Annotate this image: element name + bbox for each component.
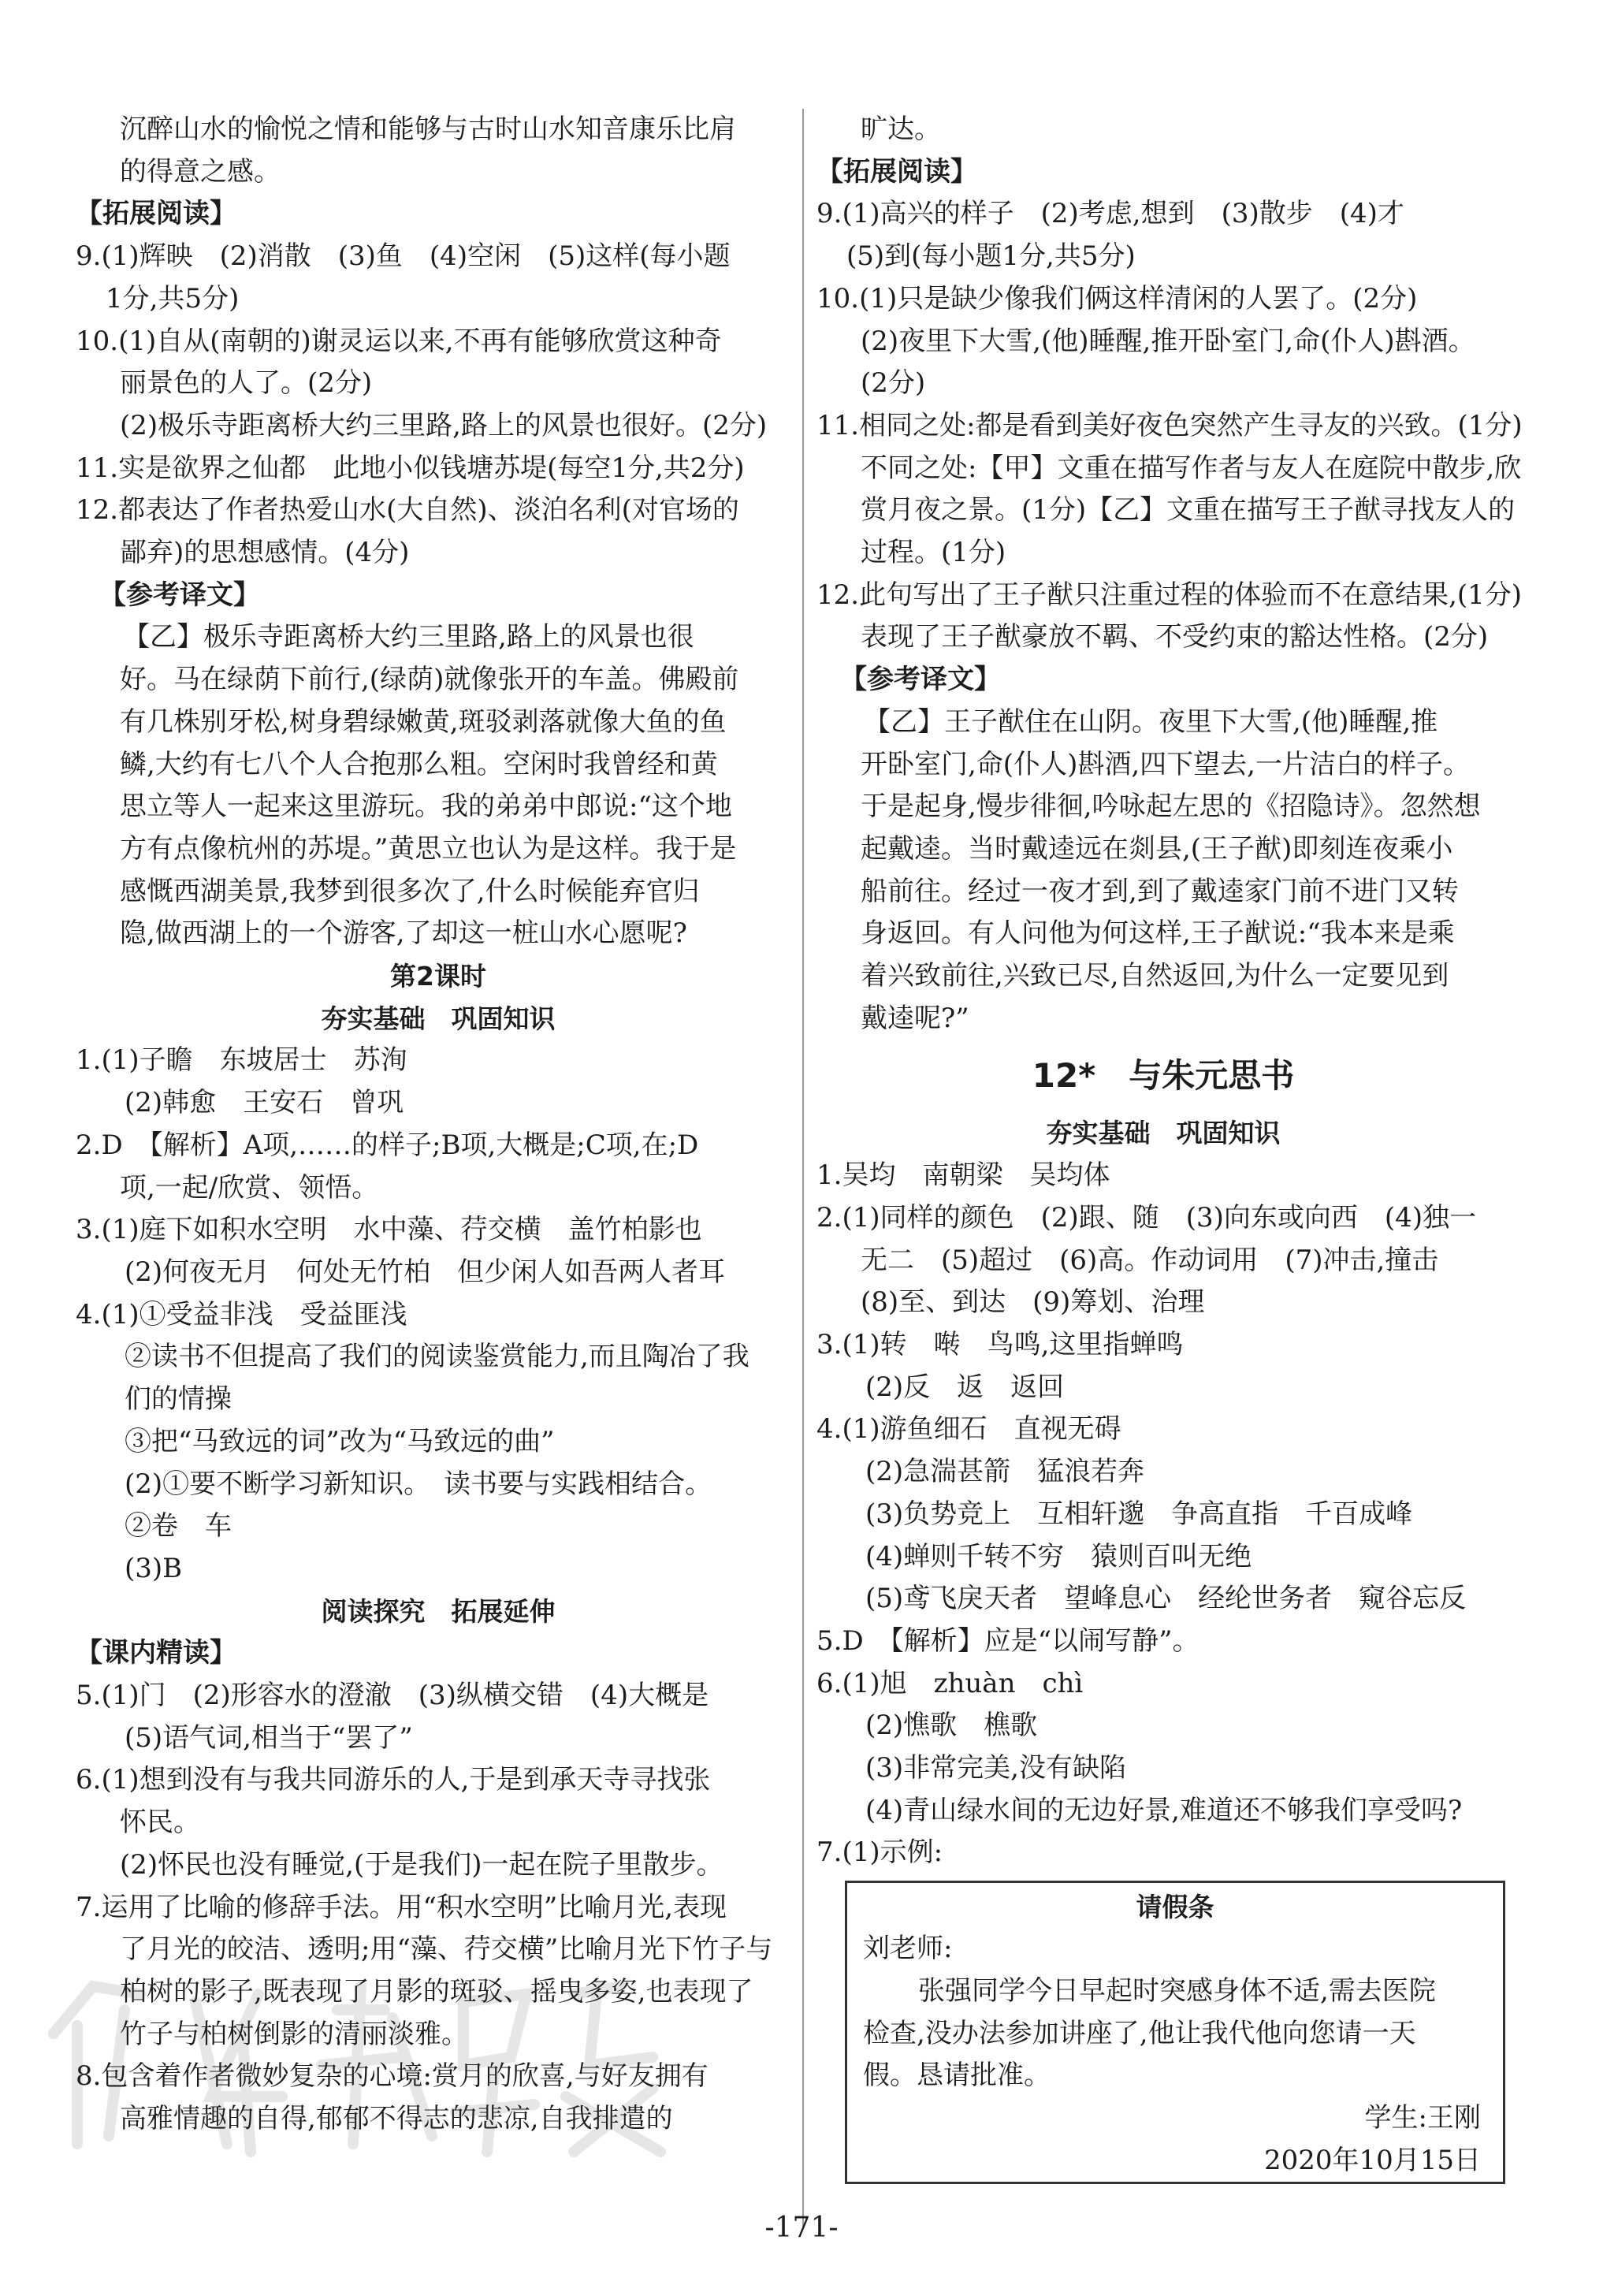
answer-line: 高雅情趣的自得,郁郁不得志的悲凉,自我排遣的 (120, 2103, 673, 2135)
answer-line: (2)韩愈 王安石 曾巩 (125, 1087, 404, 1119)
answer-line: 1分,共5分) (106, 282, 240, 314)
answer-line: (2)怀民也没有睡觉,(于是我们)一起在院子里散步。 (120, 1848, 723, 1881)
answer-line: 的得意之感。 (120, 155, 281, 188)
section-heading: 第2课时 (390, 961, 486, 992)
answer-line: 方有点像杭州的苏堤。”黄思立也认为是这样。我于是 (120, 832, 737, 865)
answer-line: 2.D 【解析】A项,……的样子;B项,大概是;C项,在;D (76, 1129, 699, 1161)
answer-line: 过程。(1分) (861, 537, 1006, 569)
answer-line: 【乙】王子猷住在山阴。夜里下大雪,(他)睡醒,推 (864, 705, 1438, 738)
answer-line: 9.(1)辉映 (2)消散 (3)鱼 (4)空闲 (5)这样(每小题 (76, 240, 731, 273)
answer-line: ③把“马致远的词”改为“马致远的曲” (125, 1425, 555, 1457)
answer-line: 【乙】极乐寺距离桥大约三里路,路上的风景也很 (123, 621, 694, 653)
subsection-heading: 【拓展阅读】 (76, 198, 236, 230)
right-column (816, 109, 1523, 2184)
answer-line: 8.包含着作者微妙复杂的心境:赏月的欣喜,与好友拥有 (76, 2060, 709, 2093)
answer-line: (2)憔歌 樵歌 (865, 1710, 1038, 1742)
subsection-heading: 【参考译文】 (840, 664, 1001, 696)
answer-line: (2)极乐寺距离桥大约三里路,路上的风景也很好。(2分) (120, 409, 768, 441)
answer-line: (2)夜里下大雪,(他)睡醒,推开卧室门,命(仆人)斟酒。 (861, 325, 1475, 357)
answer-line: 鳞,大约有七八个人合抱那么粗。空闲时我曾经和黄 (120, 748, 718, 780)
section-heading: 阅读探究 拓展延伸 (321, 1595, 556, 1627)
answer-line: 鄙弃)的思想感情。(4分) (120, 537, 410, 569)
answer-line: 感慨西湖美景,我梦到很多次了,什么时候能弃官归 (120, 875, 700, 907)
answer-line: (2)急湍甚箭 猛浪若奔 (865, 1456, 1145, 1488)
answer-line: 丽景色的人了。(2分) (120, 367, 373, 400)
leave-note-body-line: 张强同学今日早起时突感身体不适,需去医院 (918, 1974, 1436, 2007)
answer-line: (5)到(每小题1分,共5分) (846, 240, 1136, 273)
answer-line: 好。马在绿荫下前行,(绿荫)就像张开的车盖。佛殿前 (120, 664, 739, 696)
answer-line: 4.(1)游鱼细石 直视无碍 (816, 1413, 1121, 1446)
answer-line: (4)青山绿水间的无边好景,难道还不够我们享受吗? (865, 1794, 1463, 1826)
right-column-lines (816, 109, 1523, 1874)
answer-line: 船前往。经过一夜才到,到了戴逵家门前不进门又转 (861, 875, 1459, 907)
answer-line: 不同之处:【甲】文重在描写作者与友人在庭院中散步,欣 (861, 452, 1522, 484)
answer-line: (8)至、到达 (9)筹划、治理 (861, 1286, 1205, 1319)
answer-line: (2)何夜无月 何处无竹柏 但少闲人如吾两人者耳 (125, 1256, 726, 1288)
answer-line: ②读书不但提高了我们的阅读鉴赏能力,而且陶冶了我 (125, 1341, 749, 1373)
answer-line: 沉醉山水的愉悦之情和能够与古时山水知音康乐比肩 (120, 113, 736, 145)
leave-note-salutation: 刘老师: (863, 1933, 953, 1965)
subsection-heading: 【课内精读】 (76, 1637, 236, 1669)
page-number: -171- (764, 2212, 839, 2244)
answer-line: 起戴逵。当时戴逵远在剡县,(王子猷)即刻连夜乘小 (861, 832, 1453, 865)
answer-line: 5.(1)门 (2)形容水的澄澈 (3)纵横交错 (4)大概是 (76, 1680, 709, 1712)
leave-note-body-line: 假。恳请批准。 (863, 2060, 1051, 2092)
answer-line: ②卷 车 (125, 1510, 232, 1542)
leave-note-body-line: 检查,没办法参加讲座了,他让我代他向您请一天 (863, 2017, 1416, 2049)
answer-line: 12.都表达了作者热爱山水(大自然)、淡泊名利(对官场的 (76, 494, 739, 527)
answer-line: 4.(1)①受益非浅 受益匪浅 (76, 1298, 407, 1330)
answer-line: 竹子与柏树倒影的清丽淡雅。 (120, 2018, 468, 2050)
left-column (76, 109, 801, 2141)
answer-line: 6.(1)旭 zhuàn chì (816, 1667, 1084, 1699)
answer-line: 身返回。有人问他为何这样,王子猷说:“我本来是乘 (861, 917, 1455, 950)
answer-line: 7.运用了比喻的修辞手法。用“积水空明”比喻月光,表现 (76, 1891, 727, 1923)
answer-line: 1.吴均 南朝梁 吴均体 (816, 1159, 1110, 1192)
column-divider (802, 109, 804, 2229)
answer-line: 旷达。 (861, 113, 941, 145)
answer-line: 思立等人一起来这里游玩。我的弟弟中郎说:“这个地 (120, 791, 732, 823)
leave-note-box (845, 1881, 1505, 2184)
answer-line: 表现了王子猷豪放不羁、不受约束的豁达性格。(2分) (861, 621, 1489, 653)
answer-line: 2.(1)同样的颜色 (2)跟、随 (3)向东或向西 (4)独一 (816, 1201, 1477, 1234)
answer-line: (2分) (861, 367, 926, 400)
section-heading: 夯实基础 巩固知识 (1046, 1118, 1281, 1149)
answer-line: 柏树的影子,既表现了月影的斑驳、摇曳多姿,也表现了 (120, 1975, 753, 2008)
answer-line: 11.实是欲界之仙都 此地小似钱塘苏堤(每空1分,共2分) (76, 452, 745, 484)
answer-line: (5)语气词,相当于“罢了” (125, 1721, 413, 1754)
answer-line: 12.此句写出了王子猷只注重过程的体验而不在意结果,(1分) (816, 579, 1523, 611)
leave-note-signer: 学生:王刚 (1364, 2101, 1481, 2134)
subsection-heading: 【拓展阅读】 (816, 155, 977, 188)
answer-line: (2)①要不断学习新知识。 读书要与实践相结合。 (125, 1468, 712, 1500)
answer-line: 隐,做西湖上的一个游客,了却这一桩山水心愿呢? (120, 917, 687, 950)
answer-line: 们的情操 (125, 1383, 232, 1416)
answer-line: 6.(1)想到没有与我共同游乐的人,于是到承天寺寻找张 (76, 1764, 711, 1796)
answer-line: 开卧室门,命(仆人)斟酒,四下望去,一片洁白的样子。 (861, 748, 1470, 780)
answer-line: 7.(1)示例: (816, 1836, 943, 1869)
answer-line: 有几株别牙松,树身碧绿嫩黄,斑驳剥落就像大鱼的鱼 (120, 705, 727, 738)
answer-line: 了月光的皎洁、透明;用“藻、荇交横”比喻月光下竹子与 (120, 1933, 773, 1966)
answer-line: 无二 (5)超过 (6)高。作动词用 (7)冲击,撞击 (861, 1244, 1439, 1276)
answer-line: 9.(1)高兴的样子 (2)考虑,想到 (3)散步 (4)才 (816, 198, 1404, 230)
subsection-heading: 【参考译文】 (99, 579, 260, 611)
answer-line: (2)反 返 返回 (865, 1371, 1065, 1403)
answer-line: 戴逵呢?” (861, 1002, 969, 1034)
answer-line: 于是起身,慢步徘徊,吟咏起左思的《招隐诗》。忽然想 (861, 791, 1481, 823)
leave-note-title: 请假条 (1136, 1892, 1214, 1923)
answer-line: 怀民。 (120, 1807, 200, 1839)
leave-note-date: 2020年10月15日 (1263, 2144, 1481, 2176)
answer-line: 11.相同之处:都是看到美好夜色突然产生寻友的兴致。(1分) (816, 409, 1523, 441)
answer-line: 3.(1)转 啭 鸟鸣,这里指蝉鸣 (816, 1328, 1184, 1360)
answer-line: (4)蝉则千转不穷 猿则百叫无绝 (865, 1540, 1252, 1572)
lesson-title: 12* 与朱元思书 (1032, 1056, 1295, 1096)
answer-line: 3.(1)庭下如积水空明 水中藻、荇交横 盖竹柏影也 (76, 1214, 702, 1246)
answer-line: (3)负势竞上 互相轩邈 争高直指 千百成峰 (865, 1498, 1413, 1530)
answer-line: 10.(1)只是缺少像我们俩这样清闲的人罢了。(2分) (816, 282, 1418, 314)
section-heading: 夯实基础 巩固知识 (321, 1003, 556, 1034)
answer-line: 项,一起/欣赏、领悟。 (120, 1171, 379, 1204)
answer-line: (3)B (125, 1552, 183, 1584)
answer-line: (3)非常完美,没有缺陷 (865, 1752, 1126, 1784)
answer-line: 10.(1)自从(南朝的)谢灵运以来,不再有能够欣赏这种奇 (76, 325, 722, 357)
answer-line: 5.D 【解析】应是“以闹写静”。 (816, 1624, 1199, 1657)
answer-line: 1.(1)子瞻 东坡居士 苏洵 (76, 1044, 407, 1077)
answer-line: (5)鸢飞戾天者 望峰息心 经纶世务者 窥谷忘反 (865, 1583, 1467, 1615)
answer-line: 赏月夜之景。(1分)【乙】文重在描写王子猷寻找友人的 (861, 494, 1516, 527)
answer-line: 着兴致前往,兴致已尽,自然返回,为什么一定要见到 (861, 960, 1449, 992)
